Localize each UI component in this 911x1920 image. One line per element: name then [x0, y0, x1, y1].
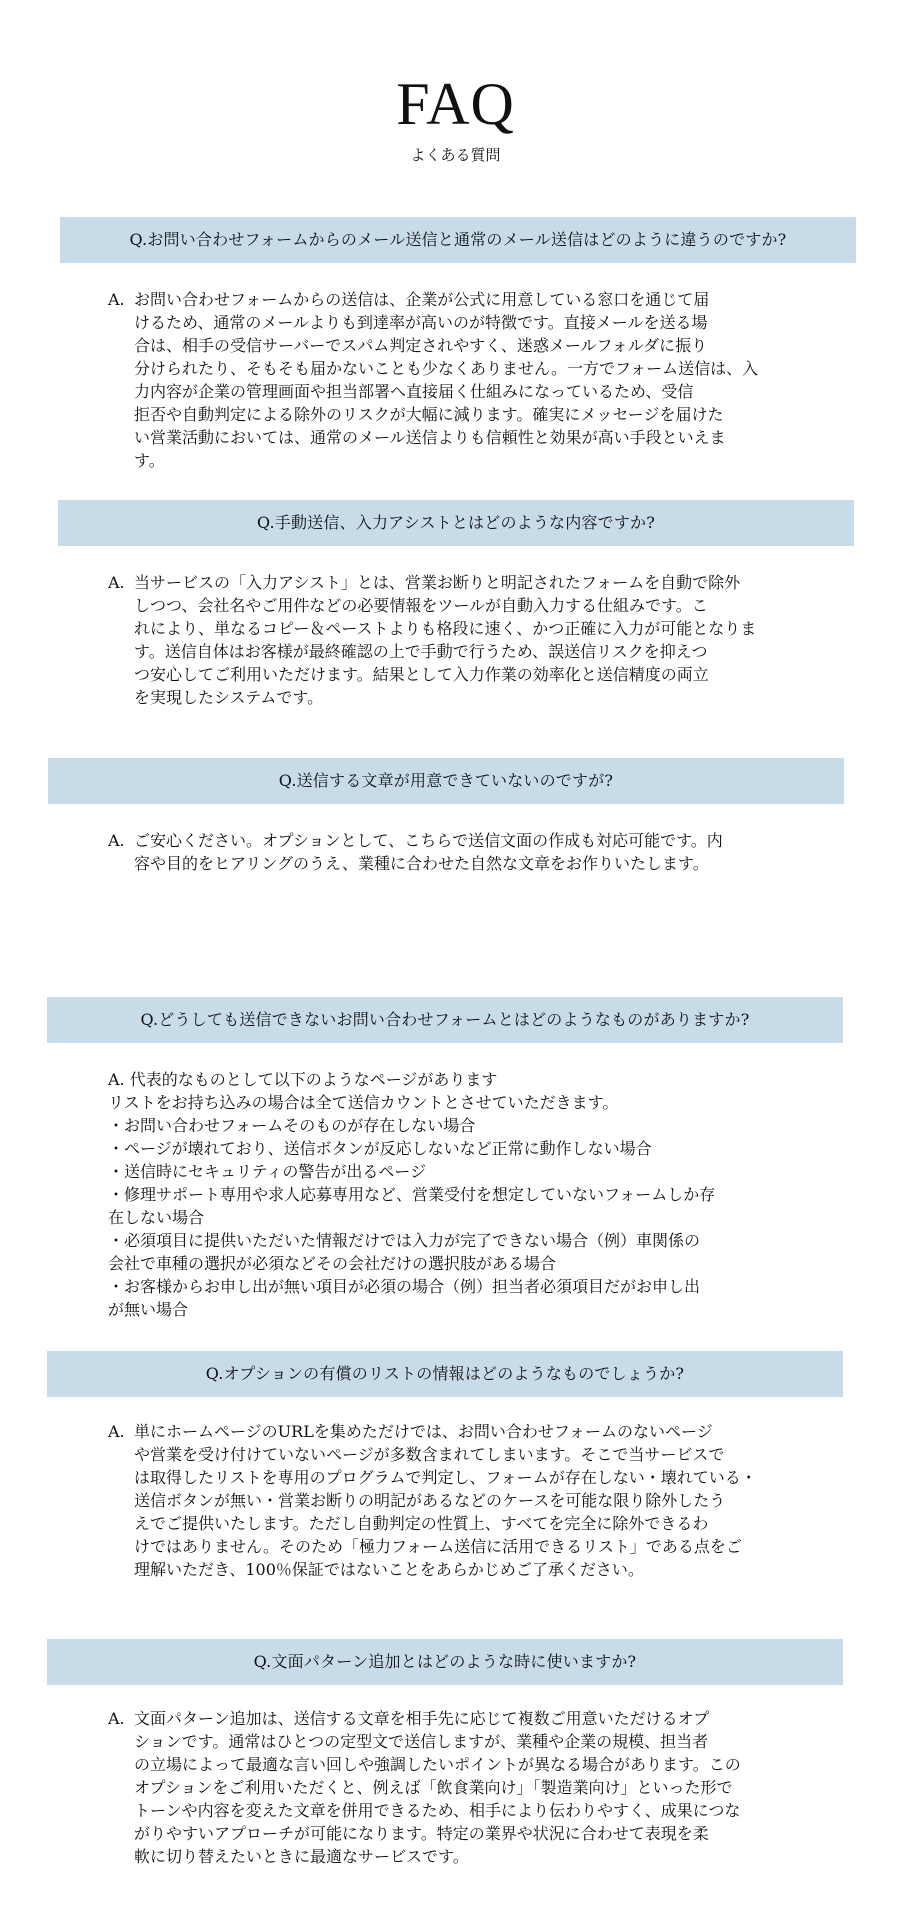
answer-line: 軟に切り替えたいときに最適なサービスです。: [134, 1847, 469, 1866]
answer-line: ションです。通常はひとつの定型文で送信しますが、業種や企業の規模、担当者: [134, 1732, 709, 1751]
answer-line: 単にホームページのURLを集めただけでは、お問い合わせフォームのないページ: [134, 1422, 713, 1441]
question-text: Q.送信する文章が用意できていないのですが?: [278, 771, 614, 790]
answer-line: 文面パターン追加は、送信する文章を相手先に応じて複数ご用意いただけるオプ: [134, 1709, 710, 1728]
answer-block: [108, 1420, 808, 1581]
answer-block: [108, 571, 808, 709]
answer-line: 合は、相手の受信サーバーでスパム判定されやすく、迷惑メールフォルダに振り: [134, 336, 708, 355]
answer-prefix: A.: [108, 573, 125, 592]
answer-line: す。送信自体はお客様が最終確認の上で手動で行うため、誤送信リスクを抑えつ: [134, 642, 708, 661]
question-text: Q.どうしても送信できないお問い合わせフォームとはどのようなものがありますか?: [140, 1010, 750, 1029]
question-bar[interactable]: [47, 1639, 843, 1685]
question-bar[interactable]: [47, 1351, 843, 1397]
answer-body: [108, 1420, 808, 1581]
answer-line: を実現したシステムです。: [134, 688, 324, 707]
answer-line: 力内容が企業の管理画面や担当部署へ直接届く仕組みになっているため、受信: [134, 382, 694, 401]
answer-body: [108, 288, 808, 472]
answer-line: す。: [134, 451, 165, 470]
answer-line: ・ページが壊れており、送信ボタンが反応しないなど正常に動作しない場合: [108, 1139, 652, 1158]
answer-body: [108, 1707, 808, 1868]
answer-line: ・必須項目に提供いただいた情報だけでは入力が完了できない場合（例）車関係の: [108, 1231, 701, 1250]
answer-line: ・お客様からお申し出が無い項目が必須の場合（例）担当者必須項目だがお申し出: [108, 1277, 701, 1296]
answer-line: 理解いただき、100％保証ではないことをあらかじめご了承ください。: [134, 1560, 644, 1579]
answer-line: がりやすいアプローチが可能になります。特定の業界や状況に合わせて表現を柔: [134, 1824, 709, 1843]
answer-line: えでご提供いたします。ただし自動判定の性質上、すべてを完全に除外できるわ: [134, 1514, 709, 1533]
question-bar[interactable]: [58, 500, 854, 546]
answer-line: 拒否や自動判定による除外のリスクが大幅に減ります。確実にメッセージを届けた: [134, 405, 724, 424]
answer-line: トーンや内容を変えた文章を併用できるため、相手により伝わりやすく、成果につな: [134, 1801, 741, 1820]
question-text: Q.文面パターン追加とはどのような時に使いますか?: [253, 1652, 637, 1671]
answer-line: お問い合わせフォームからの送信は、企業が公式に用意している窓口を通じて届: [134, 290, 710, 309]
answer-body: [108, 829, 808, 875]
answer-line: オプションをご利用いただくと、例えば「飲食業向け」「製造業向け」といった形で: [134, 1778, 733, 1797]
answer-line: れにより、単なるコピー＆ペーストよりも格段に速く、かつ正確に入力が可能となりま: [134, 619, 757, 638]
answer-line: つ安心してご利用いただけます。結果として入力作業の効率化と送信精度の両立: [134, 665, 709, 684]
answer-line: ・送信時にセキュリティの警告が出るページ: [108, 1162, 427, 1181]
answer-line: 当サービスの「入力アシスト」とは、営業お断りと明記されたフォームを自動で除外: [134, 573, 741, 592]
answer-line: 分けられたり、そもそも届かないことも少なくありません。一方でフォーム送信は、入: [134, 359, 759, 378]
answer-block: [108, 1707, 808, 1868]
answer-prefix: A.: [108, 290, 125, 309]
answer-line: 会社で車種の選択が必須などその会社だけの選択肢がある場合: [108, 1254, 557, 1273]
answer-line: い営業活動においては、通常のメール送信よりも信頼性と効果が高い手段といえま: [134, 428, 726, 447]
page-title: FAQ: [396, 71, 515, 137]
answer-line: 在しない場合: [108, 1208, 205, 1227]
answer-first-line: A. 代表的なものとして以下のようなページがあります: [108, 1070, 498, 1089]
question-text: Q.手動送信、入力アシストとはどのような内容ですか?: [256, 513, 656, 532]
answer-line: や営業を受け付けていないページが多数含まれてしまいます。そこで当サービスで: [134, 1445, 725, 1464]
page-subtitle: よくある質問: [410, 146, 501, 164]
answer-body: [108, 571, 808, 709]
question-text: Q.オプションの有償のリストの情報はどのようなものでしょうか?: [205, 1364, 685, 1383]
question-text: Q.お問い合わせフォームからのメール送信と通常のメール送信はどのように違うのですか?: [129, 230, 787, 249]
answer-line: リストをお持ち込みの場合は全て送信カウントとさせていただきます。: [108, 1093, 619, 1112]
answer-line: ご安心ください。オプションとして、こちらで送信文面の作成も対応可能です。内: [134, 831, 723, 850]
answer-line: の立場によって最適な言い回しや強調したいポイントが異なる場合があります。この: [134, 1755, 741, 1774]
answer-line: しつつ、会社名やご用件などの必要情報をツールが自動入力する仕組みです。こ: [134, 596, 708, 615]
answer-prefix: A.: [108, 1422, 125, 1441]
answer-line: が無い場合: [108, 1300, 189, 1319]
question-bar[interactable]: [60, 217, 856, 263]
answer-prefix: A.: [108, 831, 125, 850]
answer-block: [108, 1068, 808, 1321]
answer-block: [108, 829, 808, 875]
answer-line: ・修理サポート専用や求人応募専用など、営業受付を想定していないフォームしか存: [108, 1185, 716, 1204]
answer-line: けではありません。そのため「極力フォーム送信に活用できるリスト」である点をご: [134, 1537, 742, 1556]
answer-prefix: A.: [108, 1709, 125, 1728]
answer-body: [108, 1068, 808, 1321]
answer-line: は取得したリストを専用のプログラムで判定し、フォームが存在しない・壊れている・: [134, 1468, 757, 1487]
question-bar[interactable]: [47, 997, 843, 1043]
question-bar[interactable]: [48, 758, 844, 804]
answer-line: 容や目的をヒアリングのうえ、業種に合わせた自然な文章をお作りいたします。: [134, 854, 709, 873]
answer-line: 送信ボタンが無い・営業お断りの明記があるなどのケースを可能な限り除外したう: [134, 1491, 726, 1510]
answer-block: [108, 288, 808, 472]
answer-line: ・お問い合わせフォームそのものが存在しない場合: [108, 1116, 476, 1135]
answer-line: けるため、通常のメールよりも到達率が高いのが特徴です。直接メールを送る場: [134, 313, 708, 332]
